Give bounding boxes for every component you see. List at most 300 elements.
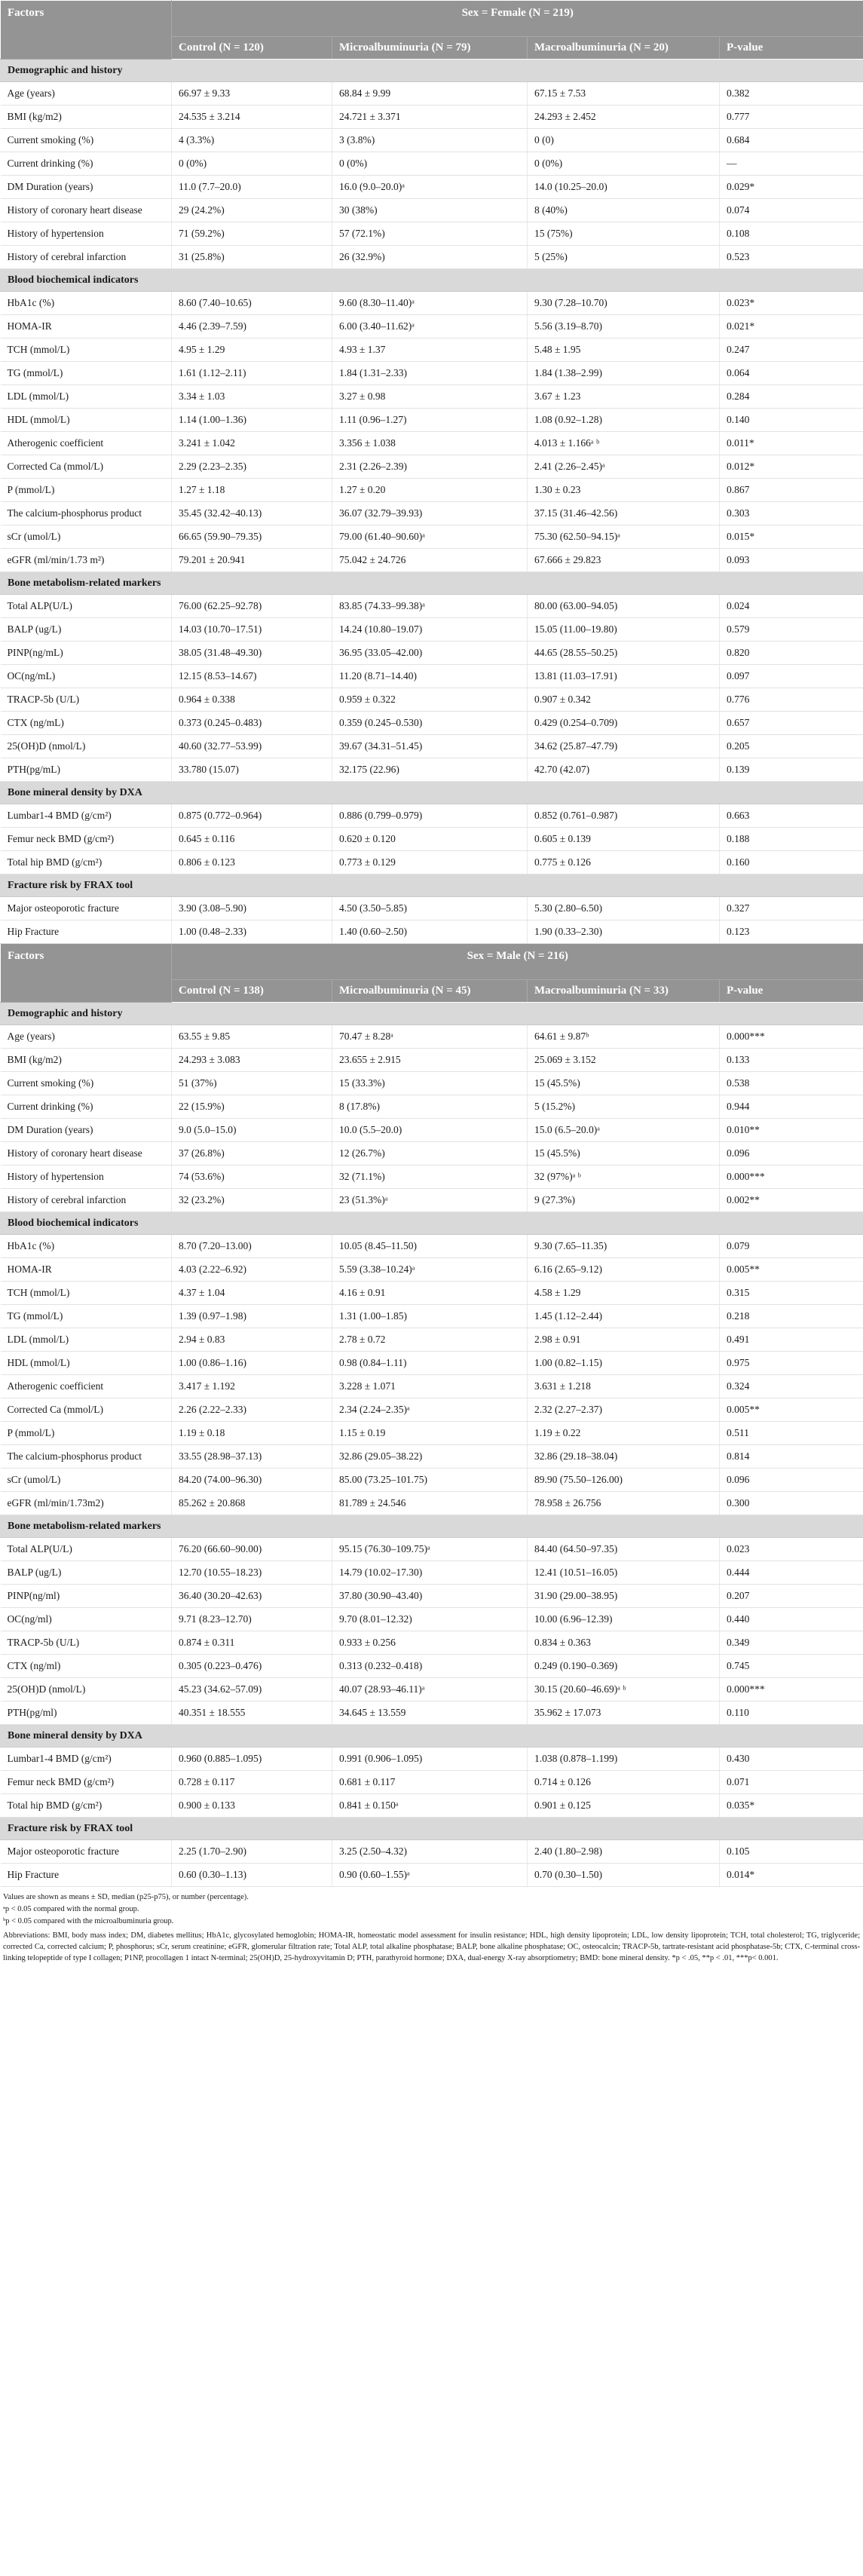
- p-value-cell: 0.349: [720, 1631, 863, 1655]
- row-label: BMI (kg/m2): [1, 106, 172, 129]
- value-cell-2: 1.15 ± 0.19: [332, 1422, 528, 1445]
- value-cell-1: 0.964 ± 0.338: [172, 688, 332, 712]
- table-row: [1, 222, 863, 246]
- value-cell-3: 67.666 ± 29.823: [528, 549, 720, 572]
- column-header-1: Control (N = 138): [172, 980, 332, 1003]
- value-cell-3: 0.852 (0.761–0.987): [528, 804, 720, 828]
- value-cell-1: 1.00 (0.86–1.16): [172, 1352, 332, 1375]
- row-label: Major osteoporotic fracture: [1, 897, 172, 920]
- value-cell-3: 1.90 (0.33–2.30): [528, 920, 720, 944]
- value-cell-1: 1.19 ± 0.18: [172, 1422, 332, 1445]
- value-cell-1: 12.15 (8.53–14.67): [172, 665, 332, 688]
- row-label: DM Duration (years): [1, 1119, 172, 1142]
- p-value-cell: 0.002**: [720, 1189, 863, 1212]
- value-cell-3: 0 (0%): [528, 152, 720, 176]
- row-label: Current drinking (%): [1, 1095, 172, 1119]
- column-header-4: P-value: [720, 37, 863, 60]
- value-cell-2: 36.95 (33.05–42.00): [332, 642, 528, 665]
- row-label: TG (mmol/L): [1, 362, 172, 385]
- value-cell-1: 3.417 ± 1.192: [172, 1375, 332, 1398]
- table-row: [1, 199, 863, 222]
- p-value-cell: 0.096: [720, 1142, 863, 1165]
- row-label: BALP (ug/L): [1, 618, 172, 642]
- table-row: [1, 1025, 863, 1049]
- value-cell-1: 31 (25.8%): [172, 246, 332, 269]
- value-cell-1: 8.70 (7.20–13.00): [172, 1235, 332, 1258]
- p-value-cell: 0.108: [720, 222, 863, 246]
- value-cell-3: 0.605 ± 0.139: [528, 828, 720, 851]
- value-cell-2: 12 (26.7%): [332, 1142, 528, 1165]
- row-label: Current smoking (%): [1, 1072, 172, 1095]
- table-row: [1, 920, 863, 944]
- table-row: [1, 758, 863, 782]
- value-cell-1: 45.23 (34.62–57.09): [172, 1678, 332, 1702]
- value-cell-2: 24.721 ± 3.371: [332, 106, 528, 129]
- value-cell-2: 1.27 ± 0.20: [332, 479, 528, 502]
- value-cell-1: 1.61 (1.12–2.11): [172, 362, 332, 385]
- table-row: [1, 315, 863, 338]
- value-cell-1: 4 (3.3%): [172, 129, 332, 152]
- value-cell-2: 0.98 (0.84–1.11): [332, 1352, 528, 1375]
- value-cell-3: 31.90 (29.00–38.95): [528, 1585, 720, 1608]
- section-header-female-bmd: [1, 782, 863, 804]
- table-row: [1, 1422, 863, 1445]
- table-row: [1, 804, 863, 828]
- row-label: History of coronary heart disease: [1, 199, 172, 222]
- value-cell-2: 3.27 ± 0.98: [332, 385, 528, 409]
- row-label: Corrected Ca (mmol/L): [1, 1398, 172, 1422]
- row-label: HDL (mmol/L): [1, 1352, 172, 1375]
- value-cell-1: 1.27 ± 1.18: [172, 479, 332, 502]
- table-row: [1, 409, 863, 432]
- value-cell-1: 0.900 ± 0.133: [172, 1794, 332, 1818]
- section-label: Blood biochemical indicators: [1, 1212, 863, 1235]
- value-cell-1: 1.39 (0.97–1.98): [172, 1305, 332, 1328]
- value-cell-1: 22 (15.9%): [172, 1095, 332, 1119]
- value-cell-2: 2.78 ± 0.72: [332, 1328, 528, 1352]
- table-row: [1, 292, 863, 315]
- p-value-cell: 0.444: [720, 1561, 863, 1585]
- value-cell-3: 37.15 (31.46–42.56): [528, 502, 720, 525]
- value-cell-2: 85.00 (73.25–101.75): [332, 1469, 528, 1492]
- value-cell-3: 1.45 (1.12–2.44): [528, 1305, 720, 1328]
- value-cell-3: 3.631 ± 1.218: [528, 1375, 720, 1398]
- p-value-cell: 0.139: [720, 758, 863, 782]
- p-value-cell: 0.064: [720, 362, 863, 385]
- row-label: HOMA-IR: [1, 1258, 172, 1282]
- p-value-cell: 0.776: [720, 688, 863, 712]
- table-row: [1, 642, 863, 665]
- table-row: [1, 338, 863, 362]
- value-cell-3: 9.30 (7.28–10.70): [528, 292, 720, 315]
- value-cell-3: 12.41 (10.51–16.05): [528, 1561, 720, 1585]
- value-cell-3: 32 (97%)ᵃ ᵇ: [528, 1165, 720, 1189]
- p-value-cell: 0.123: [720, 920, 863, 944]
- row-label: History of cerebral infarction: [1, 1189, 172, 1212]
- table-row: [1, 106, 863, 129]
- male-band-row: [1, 944, 863, 980]
- row-label: HbA1c (%): [1, 1235, 172, 1258]
- row-label: Total ALP(U/L): [1, 595, 172, 618]
- value-cell-1: 76.00 (62.25–92.78): [172, 595, 332, 618]
- value-cell-1: 4.95 ± 1.29: [172, 338, 332, 362]
- value-cell-1: 40.60 (32.77–53.99): [172, 735, 332, 758]
- value-cell-1: 84.20 (74.00–96.30): [172, 1469, 332, 1492]
- value-cell-2: 4.93 ± 1.37: [332, 338, 528, 362]
- p-value-cell: 0.024: [720, 595, 863, 618]
- value-cell-1: 0.728 ± 0.117: [172, 1771, 332, 1794]
- row-label: TCH (mmol/L): [1, 338, 172, 362]
- row-label: Major osteoporotic fracture: [1, 1840, 172, 1864]
- p-value-cell: 0.684: [720, 129, 863, 152]
- p-value-cell: 0.005**: [720, 1398, 863, 1422]
- value-cell-2: 3.228 ± 1.071: [332, 1375, 528, 1398]
- row-label: Lumbar1-4 BMD (g/cm²): [1, 1747, 172, 1771]
- p-value-cell: 0.012*: [720, 455, 863, 479]
- p-value-cell: 0.657: [720, 712, 863, 735]
- value-cell-3: 64.61 ± 9.87ᵇ: [528, 1025, 720, 1049]
- section-label: Bone mineral density by DXA: [1, 1725, 863, 1747]
- value-cell-2: 4.16 ± 0.91: [332, 1282, 528, 1305]
- value-cell-1: 0.806 ± 0.123: [172, 851, 332, 874]
- value-cell-2: 83.85 (74.33–99.38)ᵃ: [332, 595, 528, 618]
- table-row: [1, 1585, 863, 1608]
- p-value-cell: 0.000***: [720, 1165, 863, 1189]
- value-cell-1: 2.29 (2.23–2.35): [172, 455, 332, 479]
- row-label: History of hypertension: [1, 1165, 172, 1189]
- row-label: PINP(ng/ml): [1, 1585, 172, 1608]
- table-row: [1, 1469, 863, 1492]
- table-row: [1, 82, 863, 106]
- value-cell-2: 0.773 ± 0.129: [332, 851, 528, 874]
- value-cell-2: 4.50 (3.50–5.85): [332, 897, 528, 920]
- value-cell-3: 15 (75%): [528, 222, 720, 246]
- p-value-cell: 0.188: [720, 828, 863, 851]
- row-label: Atherogenic coefficient: [1, 432, 172, 455]
- table-row: [1, 735, 863, 758]
- table-row: [1, 1702, 863, 1725]
- table-row: [1, 246, 863, 269]
- row-label: Hip Fracture: [1, 920, 172, 944]
- value-cell-1: 74 (53.6%): [172, 1165, 332, 1189]
- table-row: [1, 1398, 863, 1422]
- row-label: Femur neck BMD (g/cm²): [1, 1771, 172, 1794]
- p-value-cell: 0.523: [720, 246, 863, 269]
- row-label: Femur neck BMD (g/cm²): [1, 828, 172, 851]
- value-cell-1: 51 (37%): [172, 1072, 332, 1095]
- p-value-cell: —: [720, 152, 863, 176]
- value-cell-2: 0.991 (0.906–1.095): [332, 1747, 528, 1771]
- row-label: Total hip BMD (g/cm²): [1, 851, 172, 874]
- value-cell-3: 5.30 (2.80–6.50): [528, 897, 720, 920]
- p-value-cell: 0.105: [720, 1840, 863, 1864]
- table-row: [1, 1840, 863, 1864]
- table-row: [1, 479, 863, 502]
- p-value-cell: 0.000***: [720, 1025, 863, 1049]
- value-cell-1: 1.00 (0.48–2.33): [172, 920, 332, 944]
- p-value-cell: 0.096: [720, 1469, 863, 1492]
- value-cell-2: 0.959 ± 0.322: [332, 688, 528, 712]
- row-label: Total hip BMD (g/cm²): [1, 1794, 172, 1818]
- row-label: Corrected Ca (mmol/L): [1, 455, 172, 479]
- value-cell-1: 40.351 ± 18.555: [172, 1702, 332, 1725]
- value-cell-1: 0.875 (0.772–0.964): [172, 804, 332, 828]
- row-label: sCr (umol/L): [1, 1469, 172, 1492]
- row-label: Current drinking (%): [1, 152, 172, 176]
- table-row: [1, 1445, 863, 1469]
- value-cell-1: 32 (23.2%): [172, 1189, 332, 1212]
- value-cell-3: 1.84 (1.38–2.99): [528, 362, 720, 385]
- value-cell-1: 4.03 (2.22–6.92): [172, 1258, 332, 1282]
- value-cell-1: 0.874 ± 0.311: [172, 1631, 332, 1655]
- value-cell-3: 2.40 (1.80–2.98): [528, 1840, 720, 1864]
- table-row: [1, 1142, 863, 1165]
- p-value-cell: 0.814: [720, 1445, 863, 1469]
- table-row: [1, 432, 863, 455]
- value-cell-2: 95.15 (76.30–109.75)ᵃ: [332, 1538, 528, 1561]
- p-value-cell: 0.303: [720, 502, 863, 525]
- value-cell-1: 35.45 (32.42–40.13): [172, 502, 332, 525]
- table-row: [1, 1771, 863, 1794]
- value-cell-3: 5.56 (3.19–8.70): [528, 315, 720, 338]
- table-row: [1, 1189, 863, 1212]
- footnote-a: ᵃp < 0.05 compared with the normal group.: [3, 1905, 139, 1914]
- p-value-cell: 0.745: [720, 1655, 863, 1678]
- value-cell-1: 11.0 (7.7–20.0): [172, 176, 332, 199]
- value-cell-3: 35.962 ± 17.073: [528, 1702, 720, 1725]
- value-cell-2: 1.31 (1.00–1.85): [332, 1305, 528, 1328]
- section-label: Demographic and history: [1, 60, 863, 82]
- table-row: [1, 618, 863, 642]
- p-value-cell: 0.093: [720, 549, 863, 572]
- value-cell-1: 0.373 (0.245–0.483): [172, 712, 332, 735]
- value-cell-3: 15 (45.5%): [528, 1072, 720, 1095]
- value-cell-2: 0.90 (0.60–1.55)ᵃ: [332, 1864, 528, 1887]
- row-label: eGFR (ml/min/1.73 m²): [1, 549, 172, 572]
- value-cell-1: 24.535 ± 3.214: [172, 106, 332, 129]
- p-value-cell: 0.110: [720, 1702, 863, 1725]
- table-row: [1, 1258, 863, 1282]
- table-row: [1, 1608, 863, 1631]
- value-cell-1: 0 (0%): [172, 152, 332, 176]
- table-row: [1, 385, 863, 409]
- value-cell-3: 5 (25%): [528, 246, 720, 269]
- value-cell-1: 37 (26.8%): [172, 1142, 332, 1165]
- value-cell-2: 3.25 (2.50–4.32): [332, 1840, 528, 1864]
- table-row: [1, 525, 863, 549]
- table-row: [1, 1305, 863, 1328]
- value-cell-1: 66.97 ± 9.33: [172, 82, 332, 106]
- value-cell-3: 15 (45.5%): [528, 1142, 720, 1165]
- row-label: History of hypertension: [1, 222, 172, 246]
- value-cell-1: 79.201 ± 20.941: [172, 549, 332, 572]
- value-cell-2: 26 (32.9%): [332, 246, 528, 269]
- p-value-cell: 0.538: [720, 1072, 863, 1095]
- value-cell-3: 2.98 ± 0.91: [528, 1328, 720, 1352]
- column-header-1: Control (N = 120): [172, 37, 332, 60]
- value-cell-3: 30.15 (20.60–46.69)ᵃ ᵇ: [528, 1678, 720, 1702]
- table-row: [1, 1235, 863, 1258]
- value-cell-1: 9.71 (8.23–12.70): [172, 1608, 332, 1631]
- value-cell-1: 63.55 ± 9.85: [172, 1025, 332, 1049]
- value-cell-3: 0 (0): [528, 129, 720, 152]
- value-cell-2: 37.80 (30.90–43.40): [332, 1585, 528, 1608]
- footnote-b: ᵇp < 0.05 compared with the microalbuminuria group.: [3, 1917, 174, 1926]
- value-cell-3: 0.714 ± 0.126: [528, 1771, 720, 1794]
- value-cell-1: 2.26 (2.22–2.33): [172, 1398, 332, 1422]
- value-cell-3: 1.19 ± 0.22: [528, 1422, 720, 1445]
- value-cell-2: 14.24 (10.80–19.07): [332, 618, 528, 642]
- factors-header: Factors: [1, 1, 172, 60]
- value-cell-3: 75.30 (62.50–94.15)ᵃ: [528, 525, 720, 549]
- section-label: Fracture risk by FRAX tool: [1, 874, 863, 897]
- value-cell-3: 9.30 (7.65–11.35): [528, 1235, 720, 1258]
- value-cell-2: 68.84 ± 9.99: [332, 82, 528, 106]
- p-value-cell: 0.023*: [720, 292, 863, 315]
- section-header-female-bone-markers: [1, 572, 863, 595]
- value-cell-3: 78.958 ± 26.756: [528, 1492, 720, 1515]
- value-cell-1: 14.03 (10.70–17.51): [172, 618, 332, 642]
- value-cell-3: 10.00 (6.96–12.39): [528, 1608, 720, 1631]
- male-group-header: Sex = Male (N = 216): [172, 944, 863, 980]
- table-row: [1, 1165, 863, 1189]
- table-row: [1, 1631, 863, 1655]
- table-row: [1, 851, 863, 874]
- p-value-cell: 0.021*: [720, 315, 863, 338]
- value-cell-2: 14.79 (10.02–17.30): [332, 1561, 528, 1585]
- table-row: [1, 1328, 863, 1352]
- row-label: P (mmol/L): [1, 479, 172, 502]
- value-cell-3: 4.58 ± 1.29: [528, 1282, 720, 1305]
- p-value-cell: 0.820: [720, 642, 863, 665]
- section-label: Bone metabolism-related markers: [1, 1515, 863, 1538]
- female-group-header: Sex = Female (N = 219): [172, 1, 863, 37]
- value-cell-1: 36.40 (30.20–42.63): [172, 1585, 332, 1608]
- row-label: BALP (ug/L): [1, 1561, 172, 1585]
- section-header-male-frax: [1, 1818, 863, 1840]
- row-label: Current smoking (%): [1, 129, 172, 152]
- value-cell-1: 76.20 (66.60–90.00): [172, 1538, 332, 1561]
- column-header-4: P-value: [720, 980, 863, 1003]
- value-cell-1: 4.46 (2.39–7.59): [172, 315, 332, 338]
- value-cell-3: 13.81 (11.03–17.91): [528, 665, 720, 688]
- value-cell-1: 2.94 ± 0.83: [172, 1328, 332, 1352]
- table-row: [1, 1538, 863, 1561]
- value-cell-1: 85.262 ± 20.868: [172, 1492, 332, 1515]
- p-value-cell: 0.010**: [720, 1119, 863, 1142]
- table-row: [1, 1049, 863, 1072]
- value-cell-3: 0.70 (0.30–1.50): [528, 1864, 720, 1887]
- table-row: [1, 1095, 863, 1119]
- value-cell-2: 16.0 (9.0–20.0)ᵃ: [332, 176, 528, 199]
- section-label: Blood biochemical indicators: [1, 269, 863, 292]
- section-header-female-biochemical: [1, 269, 863, 292]
- value-cell-3: 9 (27.3%): [528, 1189, 720, 1212]
- value-cell-1: 1.14 (1.00–1.36): [172, 409, 332, 432]
- p-value-cell: 0.035*: [720, 1794, 863, 1818]
- row-label: PINP(ng/mL): [1, 642, 172, 665]
- row-label: OC(ng/ml): [1, 1608, 172, 1631]
- value-cell-2: 3.356 ± 1.038: [332, 432, 528, 455]
- value-cell-1: 0.645 ± 0.116: [172, 828, 332, 851]
- value-cell-2: 75.042 ± 24.726: [332, 549, 528, 572]
- value-cell-3: 15.0 (6.5–20.0)ᵃ: [528, 1119, 720, 1142]
- value-cell-2: 9.70 (8.01–12.32): [332, 1608, 528, 1631]
- value-cell-2: 57 (72.1%): [332, 222, 528, 246]
- p-value-cell: 0.975: [720, 1352, 863, 1375]
- p-value-cell: 0.382: [720, 82, 863, 106]
- p-value-cell: 0.300: [720, 1492, 863, 1515]
- value-cell-2: 0.313 (0.232–0.418): [332, 1655, 528, 1678]
- value-cell-1: 0.960 (0.885–1.095): [172, 1747, 332, 1771]
- p-value-cell: 0.074: [720, 199, 863, 222]
- value-cell-2: 8 (17.8%): [332, 1095, 528, 1119]
- value-cell-2: 39.67 (34.31–51.45): [332, 735, 528, 758]
- p-value-cell: 0.430: [720, 1747, 863, 1771]
- value-cell-2: 10.0 (5.5–20.0): [332, 1119, 528, 1142]
- column-header-2: Microalbuminuria (N = 45): [332, 980, 528, 1003]
- value-cell-1: 0.60 (0.30–1.13): [172, 1864, 332, 1887]
- value-cell-3: 0.775 ± 0.126: [528, 851, 720, 874]
- value-cell-2: 1.84 (1.31–2.33): [332, 362, 528, 385]
- value-cell-3: 80.00 (63.00–94.05): [528, 595, 720, 618]
- value-cell-3: 8 (40%): [528, 199, 720, 222]
- p-value-cell: 0.029*: [720, 176, 863, 199]
- value-cell-3: 15.05 (11.00–19.80): [528, 618, 720, 642]
- p-value-cell: 0.315: [720, 1282, 863, 1305]
- column-header-3: Macroalbuminuria (N = 20): [528, 37, 720, 60]
- section-header-male-bmd: [1, 1725, 863, 1747]
- table-row: [1, 176, 863, 199]
- p-value-cell: 0.023: [720, 1538, 863, 1561]
- value-cell-3: 0.901 ± 0.125: [528, 1794, 720, 1818]
- p-value-cell: 0.205: [720, 735, 863, 758]
- p-value-cell: 0.015*: [720, 525, 863, 549]
- female-band-row: [1, 1, 863, 37]
- value-cell-2: 40.07 (28.93–46.11)ᵃ: [332, 1678, 528, 1702]
- p-value-cell: 0.218: [720, 1305, 863, 1328]
- p-value-cell: 0.160: [720, 851, 863, 874]
- value-cell-2: 5.59 (3.38–10.24)ᵃ: [332, 1258, 528, 1282]
- row-label: P (mmol/L): [1, 1422, 172, 1445]
- table-row: [1, 665, 863, 688]
- table-row: [1, 1655, 863, 1678]
- table-row: [1, 1794, 863, 1818]
- row-label: Atherogenic coefficient: [1, 1375, 172, 1398]
- value-cell-1: 38.05 (31.48–49.30): [172, 642, 332, 665]
- value-cell-3: 5 (15.2%): [528, 1095, 720, 1119]
- value-cell-2: 11.20 (8.71–14.40): [332, 665, 528, 688]
- section-header-male-bone-markers: [1, 1515, 863, 1538]
- value-cell-1: 3.241 ± 1.042: [172, 432, 332, 455]
- value-cell-3: 2.32 (2.27–2.37): [528, 1398, 720, 1422]
- row-label: BMI (kg/m2): [1, 1049, 172, 1072]
- row-label: LDL (mmol/L): [1, 385, 172, 409]
- value-cell-3: 4.013 ± 1.166ᵃ ᵇ: [528, 432, 720, 455]
- value-cell-2: 0.886 (0.799–0.979): [332, 804, 528, 828]
- value-cell-3: 3.67 ± 1.23: [528, 385, 720, 409]
- p-value-cell: 0.284: [720, 385, 863, 409]
- table-row: [1, 688, 863, 712]
- row-label: DM Duration (years): [1, 176, 172, 199]
- row-label: 25(OH)D (nmol/L): [1, 735, 172, 758]
- table-row: [1, 595, 863, 618]
- table-footnotes: [0, 1887, 863, 1972]
- p-value-cell: 0.867: [720, 479, 863, 502]
- value-cell-2: 0.620 ± 0.120: [332, 828, 528, 851]
- row-label: CTX (ng/mL): [1, 712, 172, 735]
- value-cell-2: 0.933 ± 0.256: [332, 1631, 528, 1655]
